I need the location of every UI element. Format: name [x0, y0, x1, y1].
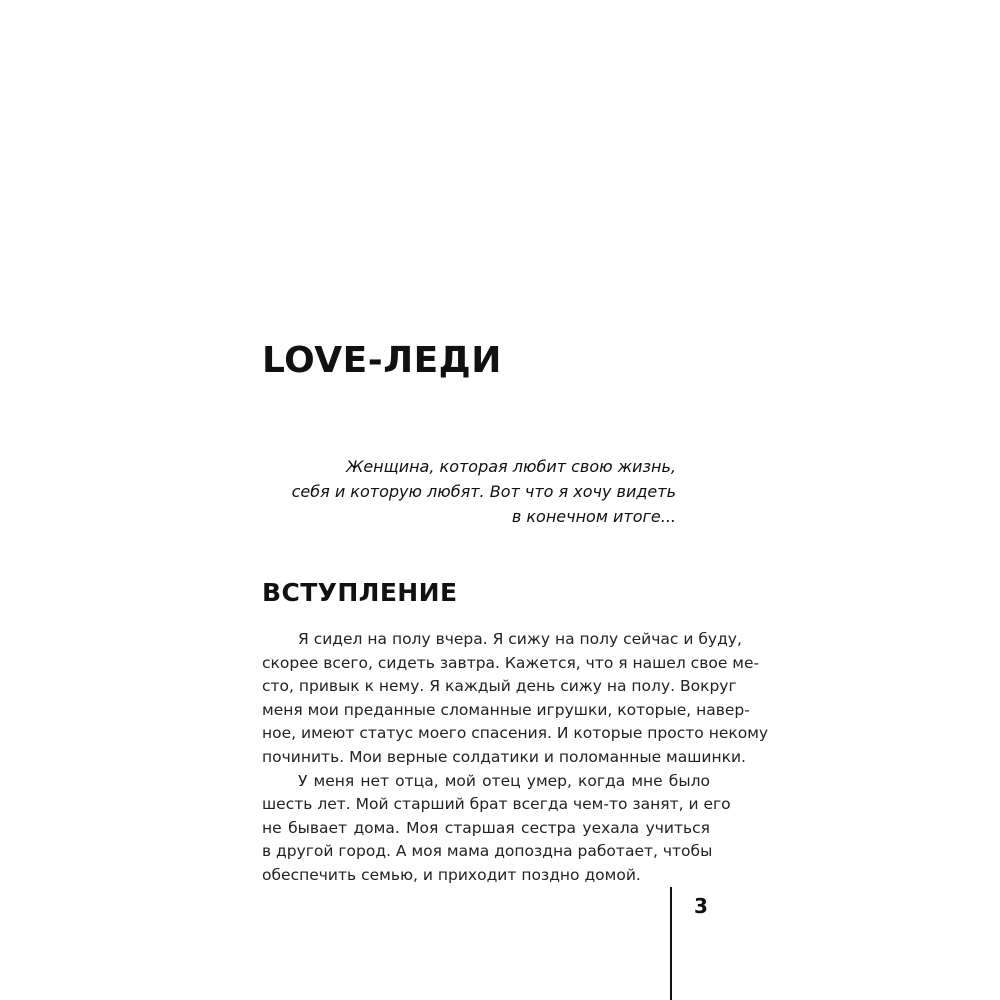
page-number-divider [670, 887, 672, 1000]
paragraph-1 [262, 628, 769, 770]
text-line: обеспечить семью, и приходит поздно домой. [262, 865, 641, 884]
epigraph [262, 454, 676, 529]
text-line: в другой город. А моя мама допоздна работает, чтобы [262, 842, 713, 861]
text-line: не бывает дома. Моя старшая сестра уехала учиться [262, 818, 710, 837]
text-line: починить. Мои верные солдатики и поломанные машинки. [262, 747, 746, 766]
page-number: 3 [694, 894, 708, 918]
text-line: меня мои преданные сломанные игрушки, которые, навер- [262, 700, 750, 719]
book-title: LOVE-ЛЕДИ [262, 340, 502, 381]
text-line: скорее всего, сидеть завтра. Кажется, что я нашел свое ме- [262, 653, 760, 672]
paragraph-2 [262, 770, 731, 888]
text-line: Я сидел на полу вчера. Я сижу на полу сейчас и буду, [298, 630, 742, 648]
epigraph-line: себя и которую любят. Вот что я хочу видеть [291, 482, 676, 501]
epigraph-line: в конечном итоге... [511, 507, 676, 526]
body-text [262, 628, 769, 888]
text-line: ное, имеют статус моего спасения. И которые просто некому [262, 724, 769, 743]
epigraph-line: Женщина, которая любит свою жизнь, [346, 457, 676, 476]
text-line: У меня нет отца, мой отец умер, когда мне было [298, 771, 710, 790]
section-title: ВСТУПЛЕНИЕ [262, 578, 458, 607]
text-line: сто, привык к нему. Я каждый день сижу на полу. Вокруг [262, 677, 737, 696]
text-line: шесть лет. Мой старший брат всегда чем-то занят, и его [262, 795, 731, 814]
